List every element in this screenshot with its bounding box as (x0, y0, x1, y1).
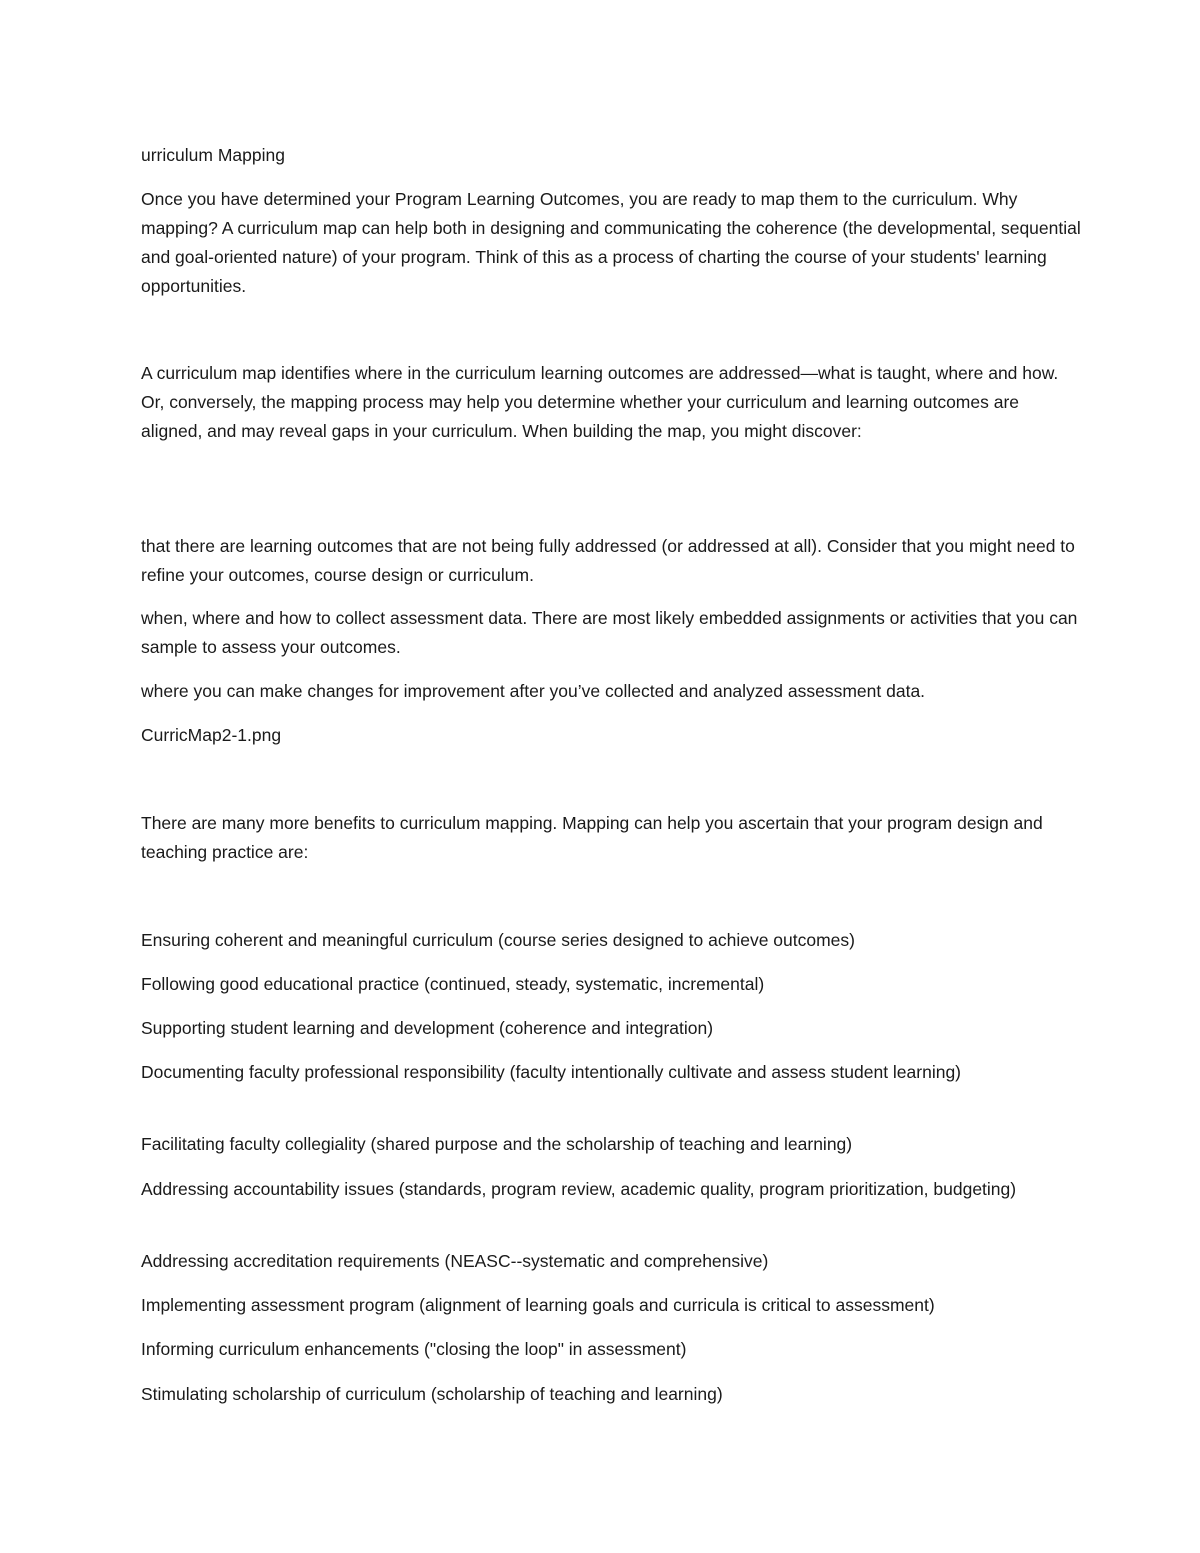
benefit-item: Stimulating scholarship of curriculum (scholarship of teaching and learning) (141, 1384, 723, 1404)
benefit-item: Addressing accountability issues (standards, program review, academic quality, program prioritization, budgeting) (141, 1179, 1017, 1199)
discovery-item: when, where and how to collect assessment data. There are most likely embedded assignments or activities that you can sample to assess your outcomes. (141, 608, 1078, 657)
benefit-item: Ensuring coherent and meaningful curriculum (course series designed to achieve outcomes) (141, 930, 855, 950)
definition-paragraph: A curriculum map identifies where in the curriculum learning outcomes are addressed—what is taught, where and how. Or, conversely, the mapping process may help you determine whether your curriculum and learning outcomes are aligned, and may reveal gaps in your curriculum. When building the map, you might discover: (141, 363, 1059, 441)
benefit-item: Following good educational practice (continued, steady, systematic, incremental) (141, 974, 765, 994)
benefits-intro-paragraph: There are many more benefits to curriculum mapping. Mapping can help you ascertain that your program design and teaching practice are: (141, 813, 1043, 862)
benefit-item: Documenting faculty professional responsibility (faculty intentionally cultivate and assess student learning) (141, 1062, 962, 1082)
benefit-item: Addressing accreditation requirements (NEASC--systematic and comprehensive) (141, 1251, 769, 1271)
document-heading: urriculum Mapping (141, 145, 285, 165)
benefit-item: Implementing assessment program (alignment of learning goals and curricula is critical to assessment) (141, 1295, 935, 1315)
discovery-item: where you can make changes for improvement after you’ve collected and analyzed assessment data. (141, 681, 926, 701)
image-filename: CurricMap2-1.png (141, 725, 282, 745)
benefit-item: Supporting student learning and development (coherence and integration) (141, 1018, 714, 1038)
benefit-item: Facilitating faculty collegiality (shared purpose and the scholarship of teaching and learning) (141, 1134, 853, 1154)
discovery-item: that there are learning outcomes that are not being fully addressed (or addressed at all). Consider that you might need to refine your outcomes, course design or curriculum. (141, 536, 1075, 585)
benefit-item: Informing curriculum enhancements ("closing the loop" in assessment) (141, 1339, 687, 1359)
intro-paragraph: Once you have determined your Program Learning Outcomes, you are ready to map them to the curriculum. Why mapping? A curriculum map can help both in designing and communicating the coherence (the developmental, sequential and goal-oriented nature) of your program. Think of this as a process of charting the course of your students' learning opportunities. (141, 189, 1081, 296)
